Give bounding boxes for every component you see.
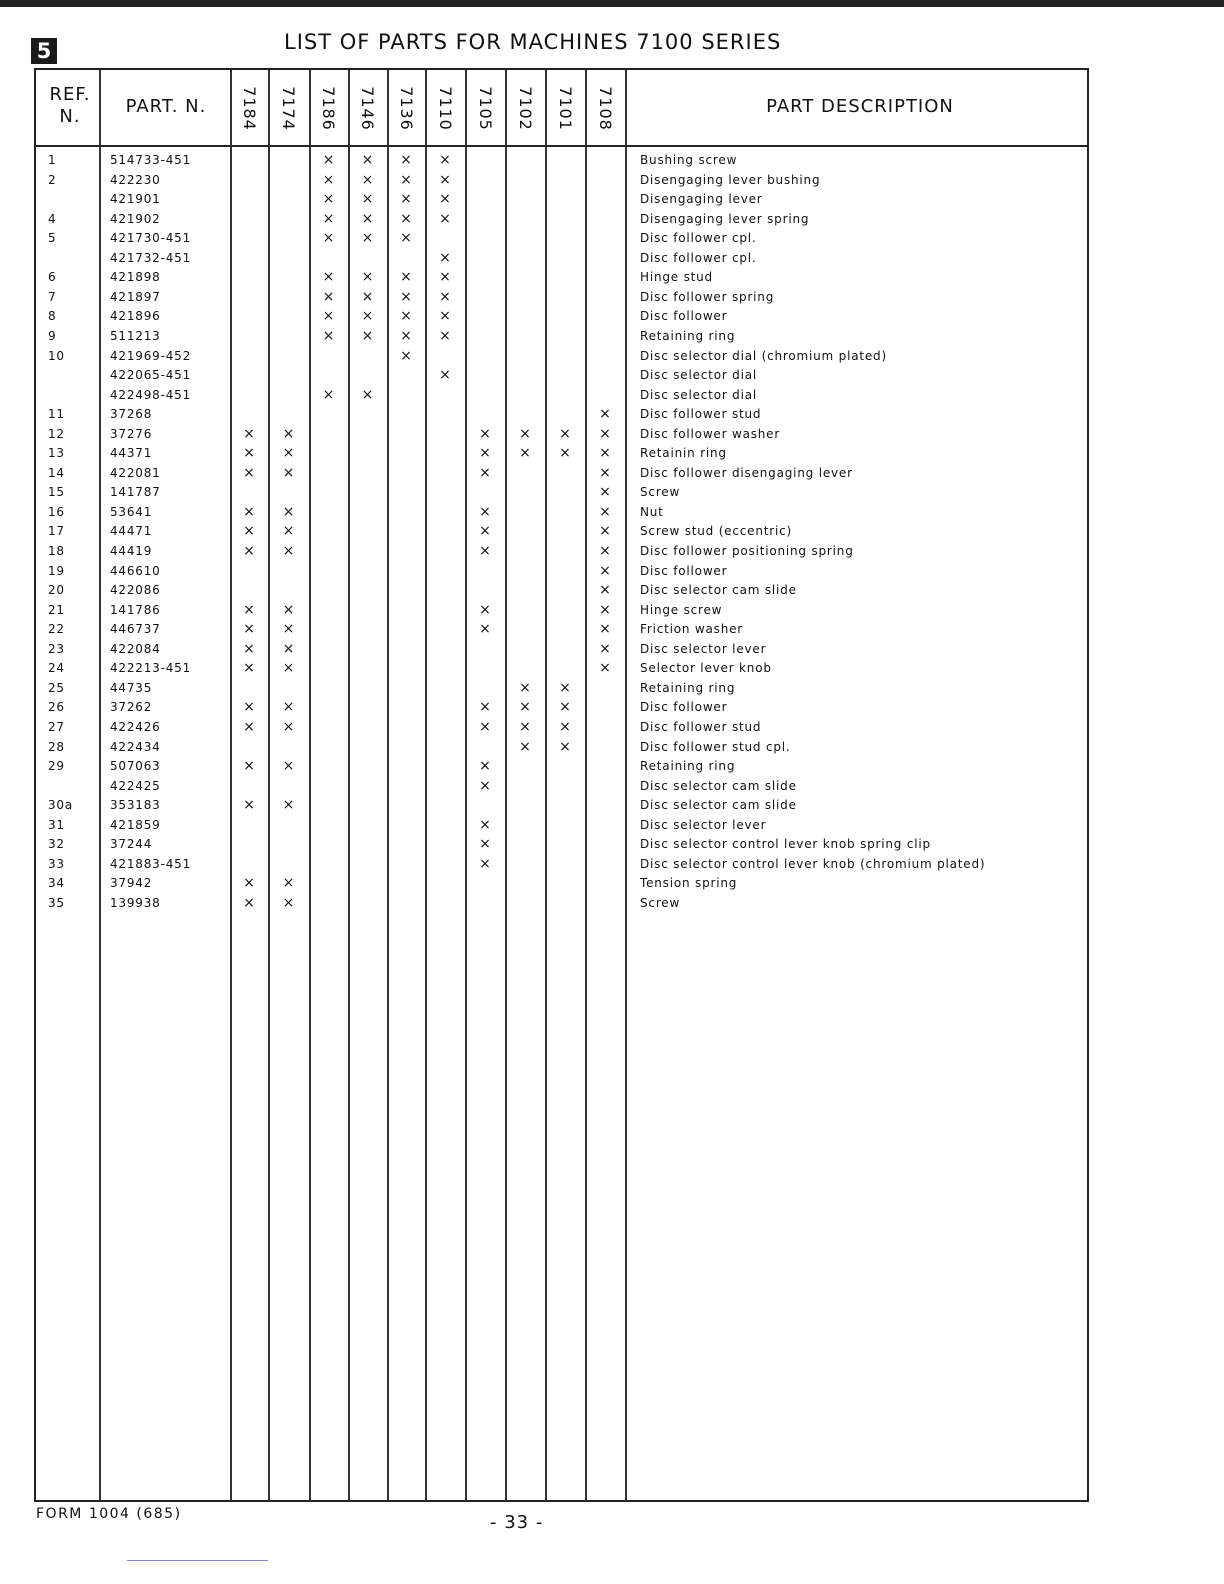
part-number: 44471	[110, 524, 153, 539]
applicability-mark: ×	[282, 621, 295, 638]
applicability-mark: ×	[282, 699, 295, 716]
applicability-mark: ×	[599, 601, 611, 618]
ref-number: 15	[48, 485, 65, 500]
header-machine-7184	[230, 75, 268, 141]
applicability-mark: ×	[361, 288, 374, 305]
part-description: Disc follower stud	[640, 719, 762, 734]
applicability-mark: ×	[322, 269, 335, 286]
applicability-mark: ×	[519, 738, 531, 755]
ref-number: 8	[48, 309, 57, 324]
part-description: Disc selector control lever knob (chromium plated)	[640, 856, 986, 871]
applicability-mark: ×	[479, 503, 491, 520]
applicability-mark: ×	[439, 327, 451, 344]
applicability-mark: ×	[599, 425, 611, 442]
part-description: Disengaging lever bushing	[640, 172, 821, 187]
part-description: Bushing screw	[640, 153, 738, 167]
applicability-mark: ×	[243, 621, 255, 638]
part-number: 422426	[110, 719, 161, 734]
applicability-mark: ×	[439, 269, 451, 286]
part-number: 511213	[110, 328, 161, 343]
table-row	[0, 287, 1224, 307]
ref-number: 21	[48, 602, 65, 617]
footer-underline	[127, 1560, 268, 1561]
ref-number: 14	[48, 465, 65, 480]
applicability-mark: ×	[439, 171, 451, 188]
table-row	[0, 482, 1224, 502]
applicability-mark: ×	[322, 171, 335, 188]
table-row	[0, 306, 1224, 326]
part-description: Disc follower spring	[640, 289, 775, 304]
applicability-mark: ×	[479, 836, 491, 853]
part-number: 44419	[110, 544, 153, 558]
applicability-mark: ×	[479, 523, 491, 540]
table-row	[0, 756, 1224, 776]
part-number: 37262	[110, 700, 153, 715]
part-number: 422498-451	[110, 387, 192, 402]
machine-label: 7174	[279, 85, 298, 131]
applicability-mark: ×	[322, 191, 335, 208]
applicability-mark: ×	[599, 660, 611, 677]
header-machine-7101	[545, 75, 585, 141]
applicability-mark: ×	[243, 718, 255, 735]
machine-label: 7184	[239, 85, 259, 131]
applicability-mark: ×	[479, 621, 491, 638]
applicability-mark: ×	[361, 171, 374, 188]
applicability-mark: ×	[599, 464, 611, 481]
ref-number: 26	[48, 700, 65, 715]
table-row	[0, 228, 1224, 248]
ref-number: 24	[48, 661, 65, 676]
applicability-mark: ×	[479, 601, 491, 618]
applicability-mark: ×	[243, 543, 255, 559]
applicability-mark: ×	[519, 699, 531, 716]
ref-number: 30a	[48, 798, 74, 813]
applicability-mark: ×	[322, 327, 335, 344]
table-row	[0, 267, 1224, 287]
applicability-mark: ×	[439, 308, 451, 325]
ref-number: 6	[48, 270, 57, 285]
applicability-mark: ×	[361, 308, 374, 325]
applicability-mark: ×	[400, 210, 412, 227]
applicability-mark: ×	[282, 640, 295, 657]
part-description: Screw	[640, 485, 681, 500]
applicability-mark: ×	[282, 464, 295, 481]
applicability-mark: ×	[243, 875, 255, 892]
header-machine-7105	[465, 75, 505, 141]
ref-number: 1	[48, 153, 57, 167]
applicability-mark: ×	[400, 152, 412, 168]
table-row	[0, 463, 1224, 483]
ref-number: 32	[48, 837, 65, 852]
applicability-mark: ×	[439, 152, 451, 168]
part-description: Disc selector dial (chromium plated)	[640, 348, 887, 363]
applicability-mark: ×	[479, 718, 491, 735]
part-description: Nut	[640, 504, 664, 519]
part-description: Screw	[640, 895, 681, 910]
part-number: 446737	[110, 622, 161, 637]
applicability-mark: ×	[479, 777, 491, 794]
part-number: 422230	[110, 172, 161, 187]
part-description: Hinge screw	[640, 602, 723, 617]
applicability-mark: ×	[361, 386, 374, 403]
part-number: 421898	[110, 270, 161, 285]
part-description: Disc selector lever	[640, 641, 767, 656]
applicability-mark: ×	[243, 758, 255, 775]
part-number: 422084	[110, 641, 161, 656]
header-machine-7136	[387, 75, 425, 141]
applicability-mark: ×	[282, 660, 295, 677]
table-row	[0, 717, 1224, 737]
part-number: 422425	[110, 778, 161, 793]
machine-label: 7102	[515, 85, 535, 131]
table-row	[0, 326, 1224, 346]
table-row	[0, 776, 1224, 796]
applicability-mark: ×	[479, 445, 491, 462]
part-description: Disc follower positioning spring	[640, 544, 854, 558]
part-description: Disengaging lever	[640, 192, 763, 207]
applicability-mark: ×	[322, 210, 335, 227]
applicability-mark: ×	[322, 288, 335, 305]
applicability-mark: ×	[519, 718, 531, 735]
applicability-mark: ×	[599, 562, 611, 579]
applicability-mark: ×	[400, 171, 412, 188]
part-description: Disc follower cpl.	[640, 231, 757, 246]
applicability-mark: ×	[479, 699, 491, 716]
part-description: Disc follower cpl.	[640, 250, 757, 265]
part-number: 422081	[110, 465, 161, 480]
part-number: 421897	[110, 289, 161, 304]
applicability-mark: ×	[243, 445, 255, 462]
part-number: 141786	[110, 602, 161, 617]
part-description: Screw stud (eccentric)	[640, 524, 792, 539]
applicability-mark: ×	[322, 386, 335, 403]
applicability-mark: ×	[439, 367, 451, 384]
page-title: LIST OF PARTS FOR MACHINES 7100 SERIES	[284, 30, 782, 54]
applicability-mark: ×	[599, 503, 611, 520]
footer-form-number: FORM 1004 (685)	[36, 1506, 182, 1522]
ref-number: 17	[48, 524, 65, 539]
applicability-mark: ×	[479, 855, 491, 872]
part-number: 421896	[110, 309, 161, 324]
applicability-mark: ×	[243, 425, 255, 442]
table-row	[0, 346, 1224, 366]
table-row	[0, 385, 1224, 405]
part-description: Disc selector cam slide	[640, 798, 797, 813]
applicability-mark: ×	[400, 191, 412, 208]
table-row	[0, 834, 1224, 854]
ref-number: 2	[48, 172, 57, 187]
part-description: Disengaging lever spring	[640, 211, 810, 226]
ref-number: 27	[48, 719, 65, 734]
applicability-mark: ×	[559, 699, 571, 716]
applicability-mark: ×	[322, 152, 335, 168]
machine-label: 7136	[396, 85, 416, 131]
table-row	[0, 893, 1224, 913]
part-description: Disc selector dial	[640, 368, 758, 383]
part-description: Tension spring	[640, 876, 738, 891]
applicability-mark: ×	[243, 797, 255, 814]
applicability-mark: ×	[282, 718, 295, 735]
ref-number: 7	[48, 289, 57, 304]
part-description: Hinge stud	[640, 270, 713, 285]
header-machine-7108	[585, 75, 625, 141]
table-row	[0, 795, 1224, 815]
part-number: 514733-451	[110, 153, 192, 167]
applicability-mark: ×	[559, 679, 571, 696]
part-description: Disc selector lever	[640, 817, 767, 832]
applicability-mark: ×	[479, 816, 491, 833]
applicability-mark: ×	[282, 875, 295, 892]
part-number: 421859	[110, 817, 161, 832]
header-part-description: PART DESCRIPTION	[766, 96, 954, 117]
applicability-mark: ×	[282, 425, 295, 442]
applicability-mark: ×	[400, 230, 412, 247]
applicability-mark: ×	[361, 230, 374, 247]
applicability-mark: ×	[400, 327, 412, 344]
table-row	[0, 873, 1224, 893]
applicability-mark: ×	[282, 797, 295, 814]
table-row	[0, 600, 1224, 620]
header-machine-7174	[268, 75, 309, 141]
part-description: Disc follower stud cpl.	[640, 739, 791, 754]
part-number: 37268	[110, 407, 153, 422]
ref-number: 29	[48, 759, 65, 774]
part-number: 422213-451	[110, 661, 192, 676]
ref-number: 34	[48, 876, 65, 891]
part-number: 37942	[110, 876, 153, 891]
ref-number: 11	[48, 407, 65, 422]
applicability-mark: ×	[439, 288, 451, 305]
part-description: Disc selector dial	[640, 387, 758, 402]
table-row	[0, 404, 1224, 424]
part-number: 422434	[110, 739, 161, 754]
ref-number: 35	[48, 895, 65, 910]
applicability-mark: ×	[361, 152, 374, 168]
applicability-mark: ×	[599, 484, 611, 501]
part-description: Disc follower	[640, 563, 728, 578]
part-number: 353183	[110, 798, 161, 813]
applicability-mark: ×	[599, 406, 611, 423]
ref-number: 10	[48, 348, 65, 363]
part-description: Disc follower washer	[640, 426, 781, 441]
part-number: 421902	[110, 211, 161, 226]
applicability-mark: ×	[559, 738, 571, 755]
header-machine-7102	[505, 75, 545, 141]
ref-number: 31	[48, 817, 65, 832]
ref-number: 22	[48, 622, 65, 637]
applicability-mark: ×	[282, 601, 295, 618]
applicability-mark: ×	[243, 660, 255, 677]
applicability-mark: ×	[559, 445, 571, 462]
ref-number: 33	[48, 856, 65, 871]
applicability-mark: ×	[282, 758, 295, 775]
applicability-mark: ×	[282, 503, 295, 520]
applicability-mark: ×	[479, 543, 491, 559]
table-row	[0, 815, 1224, 835]
part-number: 44735	[110, 680, 153, 695]
part-description: Retainin ring	[640, 446, 727, 461]
table-row	[0, 737, 1224, 757]
applicability-mark: ×	[282, 445, 295, 462]
part-number: 421901	[110, 192, 161, 207]
applicability-mark: ×	[361, 269, 374, 286]
ref-number: 16	[48, 504, 65, 519]
table-row	[0, 697, 1224, 717]
machine-label: 7101	[555, 85, 575, 131]
header-ref	[42, 84, 98, 128]
applicability-mark: ×	[439, 191, 451, 208]
table-row	[0, 561, 1224, 581]
applicability-mark: ×	[243, 464, 255, 481]
part-number: 421969-452	[110, 348, 192, 363]
applicability-mark: ×	[479, 425, 491, 442]
applicability-mark: ×	[599, 543, 611, 559]
table-row	[0, 502, 1224, 522]
table-row	[0, 658, 1224, 678]
applicability-mark: ×	[361, 191, 374, 208]
applicability-mark: ×	[599, 582, 611, 599]
part-description: Retaining ring	[640, 759, 736, 774]
table-row	[0, 170, 1224, 190]
table-row	[0, 619, 1224, 639]
machine-label: 7110	[435, 85, 455, 131]
ref-number: 25	[48, 680, 65, 695]
applicability-mark: ×	[439, 210, 451, 227]
part-description: Disc follower stud	[640, 407, 762, 422]
ref-number: 12	[48, 426, 65, 441]
machine-label: 7146	[358, 85, 377, 131]
applicability-mark: ×	[400, 347, 412, 364]
ref-number: 4	[48, 211, 57, 226]
header-ref-line1: REF.	[49, 84, 91, 105]
table-row	[0, 854, 1224, 874]
ref-number: 13	[48, 446, 65, 461]
part-description: Disc follower	[640, 309, 728, 324]
applicability-mark: ×	[559, 425, 571, 442]
part-number: 446610	[110, 563, 161, 578]
ref-number: 28	[48, 739, 65, 754]
ref-number: 9	[48, 328, 57, 343]
applicability-mark: ×	[361, 210, 374, 227]
applicability-mark: ×	[322, 308, 335, 325]
part-number: 422065-451	[110, 368, 192, 383]
ref-number: 19	[48, 563, 65, 578]
part-number: 53641	[110, 504, 153, 519]
applicability-mark: ×	[243, 699, 255, 716]
applicability-mark: ×	[282, 894, 295, 911]
applicability-mark: ×	[282, 543, 295, 559]
header-machine-7186	[309, 75, 348, 141]
header-machine-7110	[425, 75, 465, 141]
ref-number: 18	[48, 544, 65, 558]
part-description: Disc follower	[640, 700, 728, 715]
part-description: Retaining ring	[640, 680, 736, 695]
table-row	[0, 150, 1224, 170]
part-number: 37244	[110, 837, 153, 852]
part-number: 421730-451	[110, 231, 192, 246]
footer-page-number: - 33 -	[490, 1512, 544, 1533]
applicability-mark: ×	[479, 758, 491, 775]
applicability-mark: ×	[243, 640, 255, 657]
applicability-mark: ×	[519, 679, 531, 696]
header-ref-line2: N.	[59, 106, 81, 127]
table-row	[0, 639, 1224, 659]
part-number: 507063	[110, 759, 161, 774]
applicability-mark: ×	[599, 621, 611, 638]
part-number: 37276	[110, 426, 153, 441]
applicability-mark: ×	[243, 503, 255, 520]
ref-number: 5	[48, 231, 57, 246]
top-scan-band	[0, 0, 1224, 7]
part-number: 421732-451	[110, 250, 192, 265]
applicability-mark: ×	[243, 894, 255, 911]
applicability-mark: ×	[599, 445, 611, 462]
ref-number: 23	[48, 641, 65, 656]
part-description: Friction washer	[640, 622, 744, 637]
applicability-mark: ×	[243, 523, 255, 540]
header-part-number: PART. N.	[125, 96, 207, 117]
section-badge: 5	[31, 38, 57, 64]
table-row	[0, 580, 1224, 600]
applicability-mark: ×	[282, 523, 295, 540]
machine-label: 7186	[319, 85, 338, 131]
part-description: Retaining ring	[640, 328, 736, 343]
part-description: Disc selector control lever knob spring clip	[640, 837, 931, 852]
table-row	[0, 365, 1224, 385]
part-description: Disc follower disengaging lever	[640, 465, 853, 480]
table-row	[0, 443, 1224, 463]
applicability-mark: ×	[519, 425, 531, 442]
table-row	[0, 189, 1224, 209]
part-number: 44371	[110, 446, 153, 461]
table-row	[0, 209, 1224, 229]
header-machine-7146	[348, 75, 387, 141]
applicability-mark: ×	[599, 640, 611, 657]
machine-label: 7105	[475, 85, 495, 131]
machine-label: 7108	[595, 85, 615, 131]
part-number: 139938	[110, 895, 161, 910]
applicability-mark: ×	[559, 718, 571, 735]
applicability-mark: ×	[479, 464, 491, 481]
table-row	[0, 248, 1224, 268]
table-row	[0, 678, 1224, 698]
part-description: Selector lever knob	[640, 661, 772, 676]
applicability-mark: ×	[439, 249, 451, 266]
applicability-mark: ×	[400, 308, 412, 325]
part-number: 141787	[110, 485, 161, 500]
part-number: 421883-451	[110, 856, 192, 871]
applicability-mark: ×	[400, 288, 412, 305]
applicability-mark: ×	[400, 269, 412, 286]
applicability-mark: ×	[322, 230, 335, 247]
table-row	[0, 424, 1224, 444]
table-row	[0, 541, 1224, 561]
part-number: 422086	[110, 583, 161, 598]
applicability-mark: ×	[599, 523, 611, 540]
applicability-mark: ×	[519, 445, 531, 462]
applicability-mark: ×	[361, 327, 374, 344]
part-description: Disc selector cam slide	[640, 778, 797, 793]
header-divider	[34, 145, 1089, 147]
table-row	[0, 521, 1224, 541]
ref-number: 20	[48, 583, 65, 598]
applicability-mark: ×	[243, 601, 255, 618]
part-description: Disc selector cam slide	[640, 583, 797, 598]
